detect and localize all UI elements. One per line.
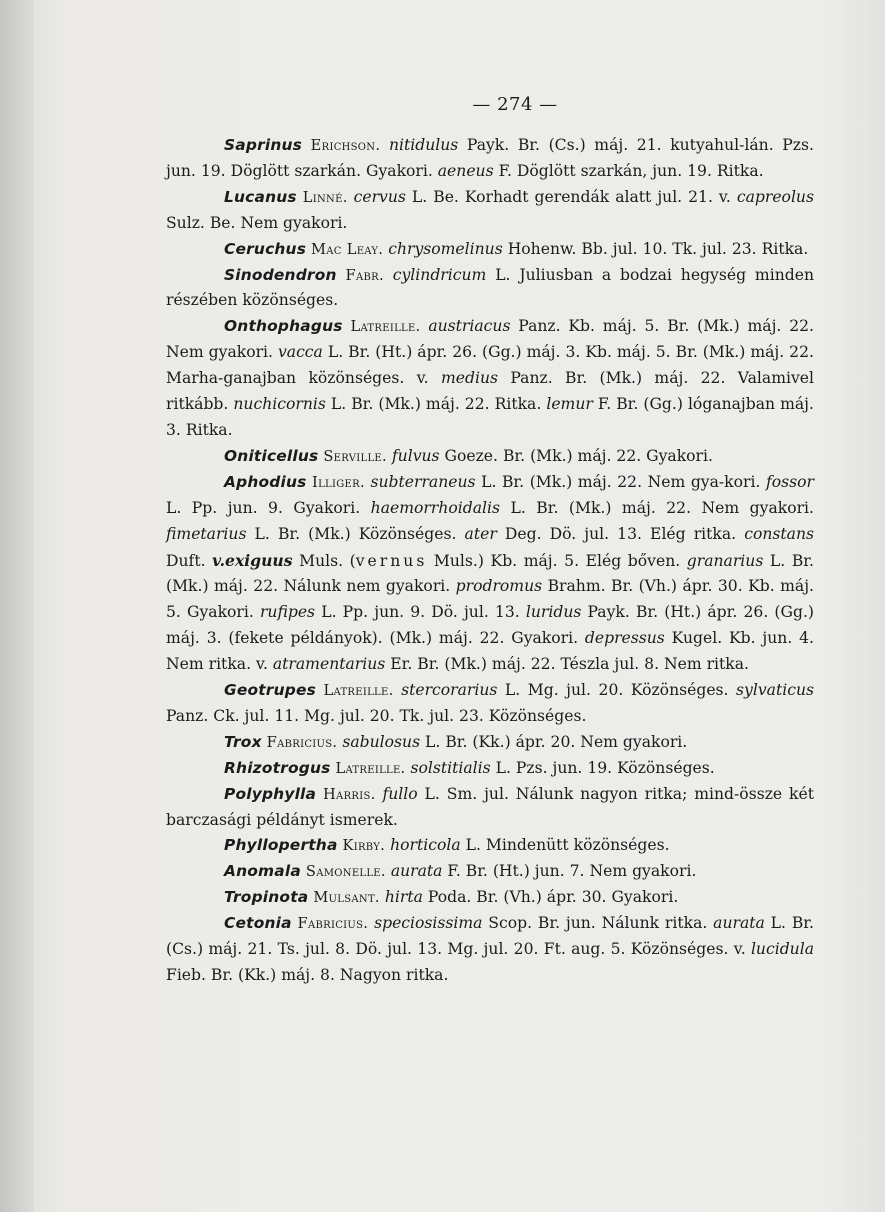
species-entry xyxy=(166,833,814,859)
genus-name: Ceruchus xyxy=(224,239,307,258)
genus-name: Saprinus xyxy=(224,136,303,154)
entry-text: L. Br. (Mk.) máj. 22. Ritka. xyxy=(325,395,547,414)
entry-text: Fieb. Br. (Kk.) máj. 8. Nagyon ritka. xyxy=(166,966,449,984)
entry-text: Goeze. Br. (Mk.) máj. 22. Gyakori. xyxy=(439,446,713,465)
genus-name: Polyphylla xyxy=(224,784,317,803)
genus-name: Cetonia xyxy=(224,914,292,933)
species-name: ater xyxy=(464,524,497,543)
species-entry xyxy=(166,782,814,834)
species-name: fimetarius xyxy=(166,524,247,543)
species-name: atramentarius xyxy=(272,655,386,674)
genus-author: Erichson. xyxy=(310,137,381,154)
genus-name: Tropinota xyxy=(224,888,309,907)
entry-text: Panz. Kb. máj. 5. Br. (Mk.) máj. 22. Nem gyakori. xyxy=(166,317,815,362)
species-name: chrysomelinus xyxy=(388,239,503,258)
entry-text: Brahm. Br. (Vh.) ápr. 30. Kb. máj. 5. Gyakori. xyxy=(166,577,814,622)
entry-text xyxy=(394,681,402,699)
entry-text xyxy=(380,136,389,154)
genus-name: Onthophagus xyxy=(224,317,343,336)
entry-text xyxy=(384,266,393,284)
entry-text: Payk. Br. (Ht.) ápr. 26. (Gg.) máj. 3. (fekete példányok). (Mk.) máj. 22. Gyakori. xyxy=(166,603,814,648)
species-name: speciosissima xyxy=(374,914,483,933)
species-entry xyxy=(166,911,814,989)
entry-text: L. Br. (Mk.) Közönséges. xyxy=(246,524,465,543)
species-list xyxy=(166,133,814,989)
entry-text: L. Br. (Mk.) máj. 22. Nem gya-kori. xyxy=(475,472,766,491)
page-number: — 274 — xyxy=(472,94,558,115)
entry-text: Duft. xyxy=(166,551,213,570)
species-name: cervus xyxy=(353,187,406,206)
species-entry xyxy=(166,756,814,782)
genus-author: Serville. xyxy=(323,447,387,465)
entry-text: Er. Br. (Mk.) máj. 22. Tészla jul. 8. Nem ritka. xyxy=(385,655,750,674)
entry-text: L. Br. (Cs.) máj. 21. Ts. jul. 8. Dö. jul. 13. Mg. jul. 20. Ft. aug. 5. Közönséges. v. xyxy=(166,914,814,959)
species-entry xyxy=(166,185,814,237)
genus-author: Linné. xyxy=(302,188,348,206)
entry-text: Panz. Br. (Mk.) máj. 22. Valamivel ritkább. xyxy=(166,369,814,414)
species-name: subterraneus xyxy=(370,472,476,491)
species-name: sylvaticus xyxy=(736,681,814,700)
species-name: luridus xyxy=(525,603,582,622)
species-name: aeneus xyxy=(437,161,494,180)
genus-author: Samonelle. xyxy=(305,863,386,881)
species-name: horticola xyxy=(390,836,461,855)
species-name: lemur xyxy=(546,395,593,414)
species-entry xyxy=(166,885,814,911)
genus-name: Geotrupes xyxy=(224,681,316,700)
species-name: aurata xyxy=(390,862,443,881)
species-name: solstitialis xyxy=(410,758,491,777)
species-name: medius xyxy=(440,369,498,388)
genus-author: Illiger. xyxy=(312,473,365,491)
genus-author: Mac Leay. xyxy=(311,240,384,258)
entry-text: L. Sm. jul. Nálunk nagyon ritka; mind-össze két barczasági példányt ismerek. xyxy=(166,784,814,829)
genus-name: Oniticellus xyxy=(224,446,319,465)
species-name: fulvus xyxy=(391,446,440,465)
species-name: fullo xyxy=(382,784,418,803)
genus-author: Latreille. xyxy=(323,682,394,700)
species-name: prodromus xyxy=(455,577,543,596)
genus-author: Mulsant. xyxy=(313,889,380,907)
entry-text: L. Pzs. jun. 19. Közönséges. xyxy=(490,758,715,777)
species-name: nuchicornis xyxy=(233,395,326,414)
genus-author: Latreille. xyxy=(350,318,421,336)
species-entry xyxy=(166,237,814,263)
entry-text: L. Br. (Mk.) máj. 22. Nálunk nem gyakori. xyxy=(166,551,814,596)
synonym-name: vernus xyxy=(355,551,428,570)
genus-name: Lucanus xyxy=(224,187,297,206)
entry-text: L. Pp. jun. 9. Dö. jul. 13. xyxy=(315,603,526,622)
genus-name: Anomala xyxy=(224,862,301,881)
entry-text: Payk. Br. (Cs.) máj. 21. kutyahul-lán. Pzs. jun. 19. Döglött szarkán. Gyakori. xyxy=(166,136,814,180)
species-name: austriacus xyxy=(428,317,511,336)
species-name: vacca xyxy=(277,343,323,362)
species-name: haemorrhoidalis xyxy=(370,498,500,517)
genus-name: Phyllopertha xyxy=(224,836,338,855)
entry-text: Panz. Ck. jul. 11. Mg. jul. 20. Tk. jul. 23. Közönséges. xyxy=(166,706,587,725)
genus-name: Trox xyxy=(224,732,262,751)
entry-text: L. Mindenütt közönséges. xyxy=(460,836,670,855)
entry-text: F. Br. (Gg.) lóganajban máj. 3. Ritka. xyxy=(166,395,814,439)
species-name: cylindricum xyxy=(392,265,487,284)
species-name: lucidula xyxy=(750,940,814,959)
species-entry xyxy=(166,730,814,756)
species-entry xyxy=(166,859,814,885)
species-entry xyxy=(166,470,814,678)
entry-text: Scop. Br. jun. Nálunk ritka. xyxy=(482,914,714,933)
entry-text: L. Mg. jul. 20. Közönséges. xyxy=(497,681,737,700)
entry-text: F. Br. (Ht.) jun. 7. Nem gyakori. xyxy=(442,862,697,881)
genus-name: Aphodius xyxy=(224,472,307,491)
entry-text: L. Br. (Kk.) ápr. 20. Nem gyakori. xyxy=(420,732,688,751)
species-name: rufipes xyxy=(259,603,316,622)
genus-author: Fabricius. xyxy=(297,915,369,933)
genus-name: Rhizotrogus xyxy=(224,758,331,777)
species-entry xyxy=(166,444,814,470)
genus-author: Harris. xyxy=(323,785,376,803)
species-name: fossor xyxy=(765,472,814,491)
species-name: aurata xyxy=(713,914,765,933)
genus-author: Fabr. xyxy=(345,266,384,284)
entry-text: Hohenw. Bb. jul. 10. Tk. jul. 23. Ritka. xyxy=(502,239,809,258)
entry-text: F. Döglött szarkán, jun. 19. Ritka. xyxy=(493,161,764,180)
entry-text: Muls. ( xyxy=(292,551,356,570)
entry-text: Sulz. Be. Nem gyakori. xyxy=(166,213,348,232)
species-name: nitidulus xyxy=(388,136,459,154)
species-entry xyxy=(166,314,814,444)
species-name: capreolus xyxy=(736,187,814,206)
species-name: hirta xyxy=(384,888,423,907)
entry-text: Poda. Br. (Vh.) ápr. 30. Gyakori. xyxy=(422,888,679,907)
genus-author: Latreille. xyxy=(335,759,406,777)
entry-text: L. Be. Korhadt gerendák alatt jul. 21. v. xyxy=(405,187,737,206)
genus-name: Sinodendron xyxy=(224,265,337,284)
species-entry xyxy=(166,133,814,185)
entry-text: Deg. Dö. jul. 13. Elég ritka. xyxy=(496,524,745,543)
entry-text: Muls.) Kb. máj. 5. Elég bőven. xyxy=(427,551,687,570)
species-name: sabulosus xyxy=(342,732,421,751)
entry-text: L. Pp. jun. 9. Gyakori. xyxy=(166,498,371,517)
species-name: stercorarius xyxy=(401,681,498,700)
entry-text: L. Br. (Ht.) ápr. 26. (Gg.) máj. 3. Kb. máj. 5. Br. (Mk.) máj. 22. Marha-ganajban közönséges. v. xyxy=(166,343,814,388)
species-name: depressus xyxy=(584,629,665,648)
species-name: constans xyxy=(744,524,814,543)
species-name: granarius xyxy=(686,551,764,570)
genus-author: Kirby. xyxy=(342,837,386,855)
entry-text: L. Br. (Mk.) máj. 22. Nem gyakori. xyxy=(500,498,814,517)
species-entry xyxy=(166,263,814,315)
page-spine-shadow xyxy=(0,0,34,1212)
entry-text: Kugel. Kb. jun. 4. Nem ritka. v. xyxy=(166,629,814,674)
entry-text: L. Juliusban a bodzai hegység minden részében közönséges. xyxy=(166,265,814,310)
genus-author: Fabricius. xyxy=(266,733,338,751)
species-entry xyxy=(166,678,814,730)
variety-name: v.exiguus xyxy=(212,550,293,570)
